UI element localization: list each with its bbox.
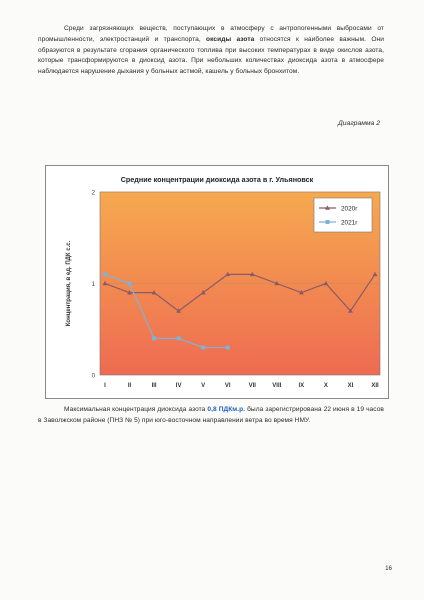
x-tick-label: IX xyxy=(298,383,305,389)
data-point-2021 xyxy=(177,336,181,340)
y-tick-label: 2 xyxy=(91,190,95,197)
page-number: 16 xyxy=(385,565,392,572)
data-point-2021 xyxy=(128,282,132,286)
x-tick-label: XII xyxy=(371,383,379,389)
data-point-2021 xyxy=(152,336,156,340)
intro-text-end: относятся к наиболее важным. Они образуются в результате сгорания органического топлива при высоких температурах в виде окислов азота, которые трансформируются в диоксид азота. При небольших количествах диоксида азота в атмосфере наблюдается нарушение дыхания у больных астмой, кашель у больных бронхитом. xyxy=(38,35,384,76)
x-tick-label: V xyxy=(201,383,206,389)
legend-label: 2020г xyxy=(341,205,358,213)
legend-box xyxy=(314,198,372,232)
x-tick-label: XI xyxy=(347,383,354,389)
chart-frame xyxy=(45,165,389,399)
intro-paragraph xyxy=(38,24,384,78)
x-tick-label: II xyxy=(127,383,132,389)
summary-text-start: Максимальная концентрация диоксида азота xyxy=(64,406,206,413)
x-tick-label: I xyxy=(104,383,106,389)
legend-label: 2021г xyxy=(341,219,358,227)
line-chart xyxy=(46,166,388,398)
x-tick-label: IV xyxy=(175,383,182,389)
intro-text-start: Среди загрязняющих веществ, поступающих в атмосферу с антропогенными выбросами от промышленности, электростанций и транспорта, xyxy=(38,25,384,43)
y-axis-label: Концентрация, в ед. ПДК с.с. xyxy=(66,240,72,327)
x-tick-label: VIII xyxy=(272,383,282,389)
x-tick-label: X xyxy=(323,383,328,389)
x-tick-label: VI xyxy=(224,383,231,389)
intro-bold-term: оксиды азота xyxy=(206,35,255,43)
y-tick-label: 1 xyxy=(91,282,95,288)
summary-paragraph xyxy=(38,405,384,427)
data-point-2021 xyxy=(103,272,107,276)
data-point-2021 xyxy=(201,346,205,350)
data-point-2021 xyxy=(226,346,230,350)
y-tick-label: 0 xyxy=(91,373,95,380)
legend-marker-2021 xyxy=(326,220,330,224)
chart-title: Средние концентрации диоксида азота в г. Ульяновск xyxy=(120,175,314,184)
summary-text-end: была зарегистрирована 22 июня в 19 часов в Заволжском районе (ПНЗ № 5) при юго-восточном направлении ветра во время НМУ. xyxy=(38,406,384,424)
chart-caption: Диаграмма 2 xyxy=(337,120,380,127)
x-tick-label: III xyxy=(151,383,157,389)
summary-highlight-value: 0,8 ПДКм.р. xyxy=(207,406,246,413)
x-tick-label: VII xyxy=(248,383,256,389)
